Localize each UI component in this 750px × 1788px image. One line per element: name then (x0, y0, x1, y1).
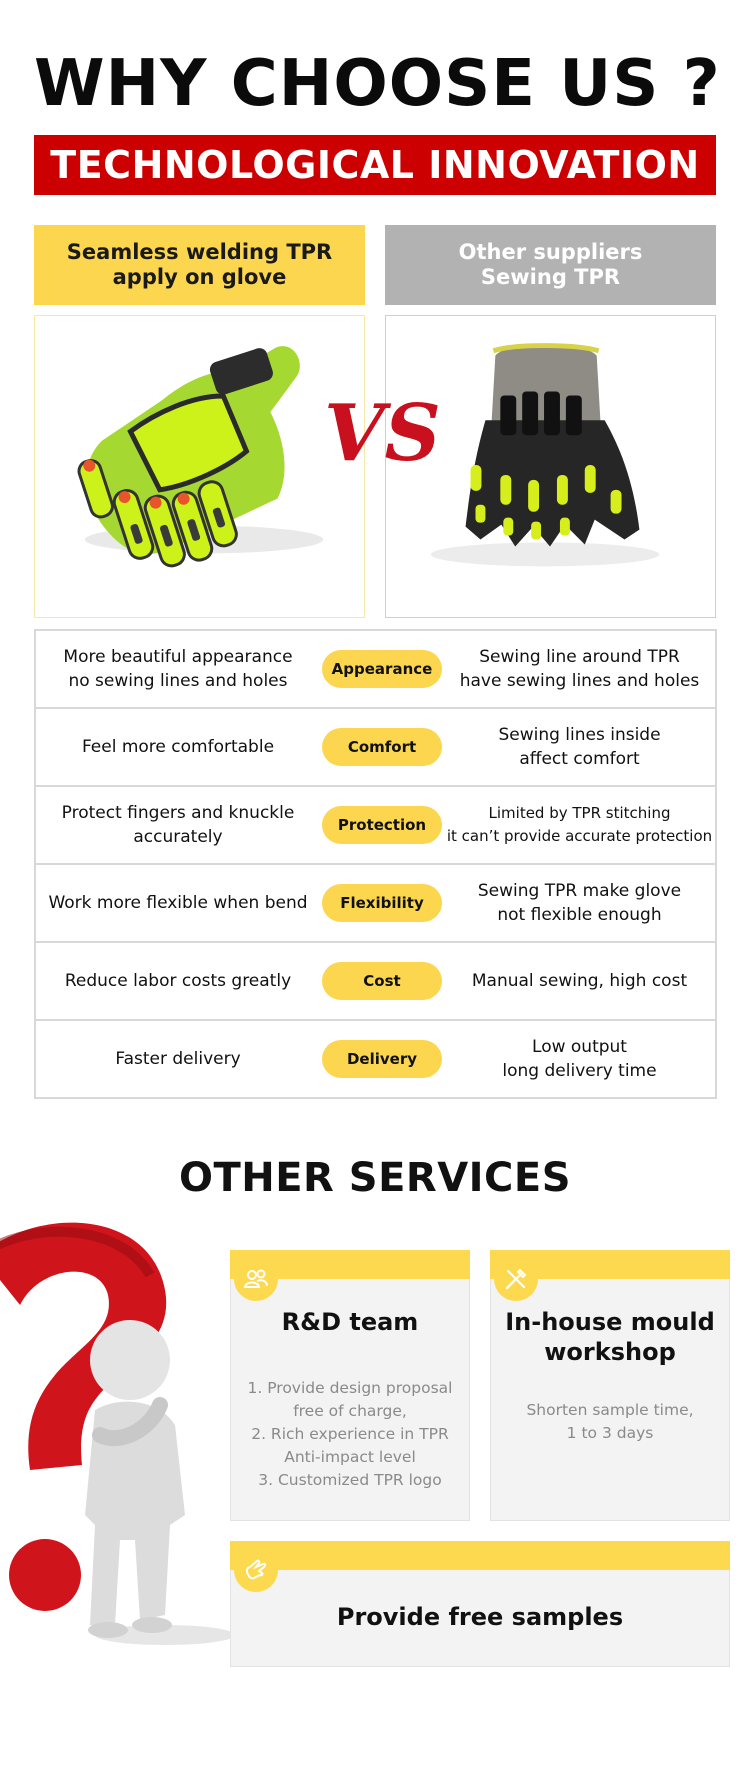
card-text: Shorten sample time, 1 to 3 days (526, 1401, 694, 1442)
comparison-row (36, 631, 715, 709)
comparison-row (36, 709, 715, 787)
row-right-text: Low output long delivery time (502, 1037, 657, 1081)
lime-glove-image (35, 316, 364, 617)
vs-text: VS (324, 388, 441, 479)
comparison-row (36, 865, 715, 943)
card-title: R&D team (281, 1308, 419, 1336)
row-right-text: Sewing line around TPR have sewing lines and holes (459, 647, 700, 691)
comparison-row (36, 787, 715, 865)
tools-icon (494, 1257, 538, 1301)
row-right-text: Manual sewing, high cost (471, 971, 688, 991)
row-label-pill: Cost (322, 962, 442, 1000)
card-text: 1. Provide design proposal free of charge, 2. Rich experience in TPR Anti-impact level 3. Customized TPR logo (247, 1379, 453, 1489)
hand-icon (234, 1548, 278, 1592)
page-title: WHY CHOOSE US ? (34, 47, 721, 121)
row-right-text: Limited by TPR stitching it can’t provide accurate protection (446, 804, 713, 845)
row-left-text: Feel more comfortable (81, 737, 275, 757)
row-label-pill: Comfort (322, 728, 442, 766)
question-figure-illustration (0, 1195, 240, 1675)
service-card-rd-team (230, 1250, 470, 1521)
service-card-mould-workshop (490, 1250, 730, 1521)
row-right-text: Sewing TPR make glove not flexible enough (477, 881, 682, 925)
comparison-table (34, 629, 717, 1099)
row-left-text: Faster delivery (115, 1049, 241, 1069)
card-title: In-house mould workshop (505, 1308, 715, 1366)
service-card-free-samples (230, 1541, 730, 1667)
row-right-text: Sewing lines inside affect comfort (498, 725, 661, 769)
seamless-heading (34, 225, 365, 305)
card-band (230, 1541, 730, 1570)
row-left-text: Reduce labor costs greatly (64, 971, 292, 991)
comparison-row (36, 943, 715, 1021)
services-title: OTHER SERVICES (178, 1155, 572, 1201)
innovation-banner: TECHNOLOGICAL INNOVATION (34, 135, 716, 195)
card-title: Provide free samples (336, 1603, 624, 1631)
row-label-pill: Appearance (322, 650, 442, 688)
other-suppliers-heading (385, 225, 716, 305)
other-suppliers-heading-text: Other suppliers Sewing TPR (458, 240, 643, 289)
comparison-row (36, 1021, 715, 1099)
seamless-glove-photo (34, 315, 365, 618)
row-left-text: Work more flexible when bend (48, 893, 308, 913)
row-label-pill: Flexibility (322, 884, 442, 922)
team-icon (234, 1257, 278, 1301)
seamless-heading-text: Seamless welding TPR apply on glove (66, 240, 333, 289)
row-label-pill: Delivery (322, 1040, 442, 1078)
vs-mark (318, 372, 441, 482)
row-left-text: More beautiful appearance no sewing lines and holes (63, 647, 293, 691)
row-left-text: Protect fingers and knuckle accurately (61, 803, 295, 847)
row-label-pill: Protection (322, 806, 442, 844)
